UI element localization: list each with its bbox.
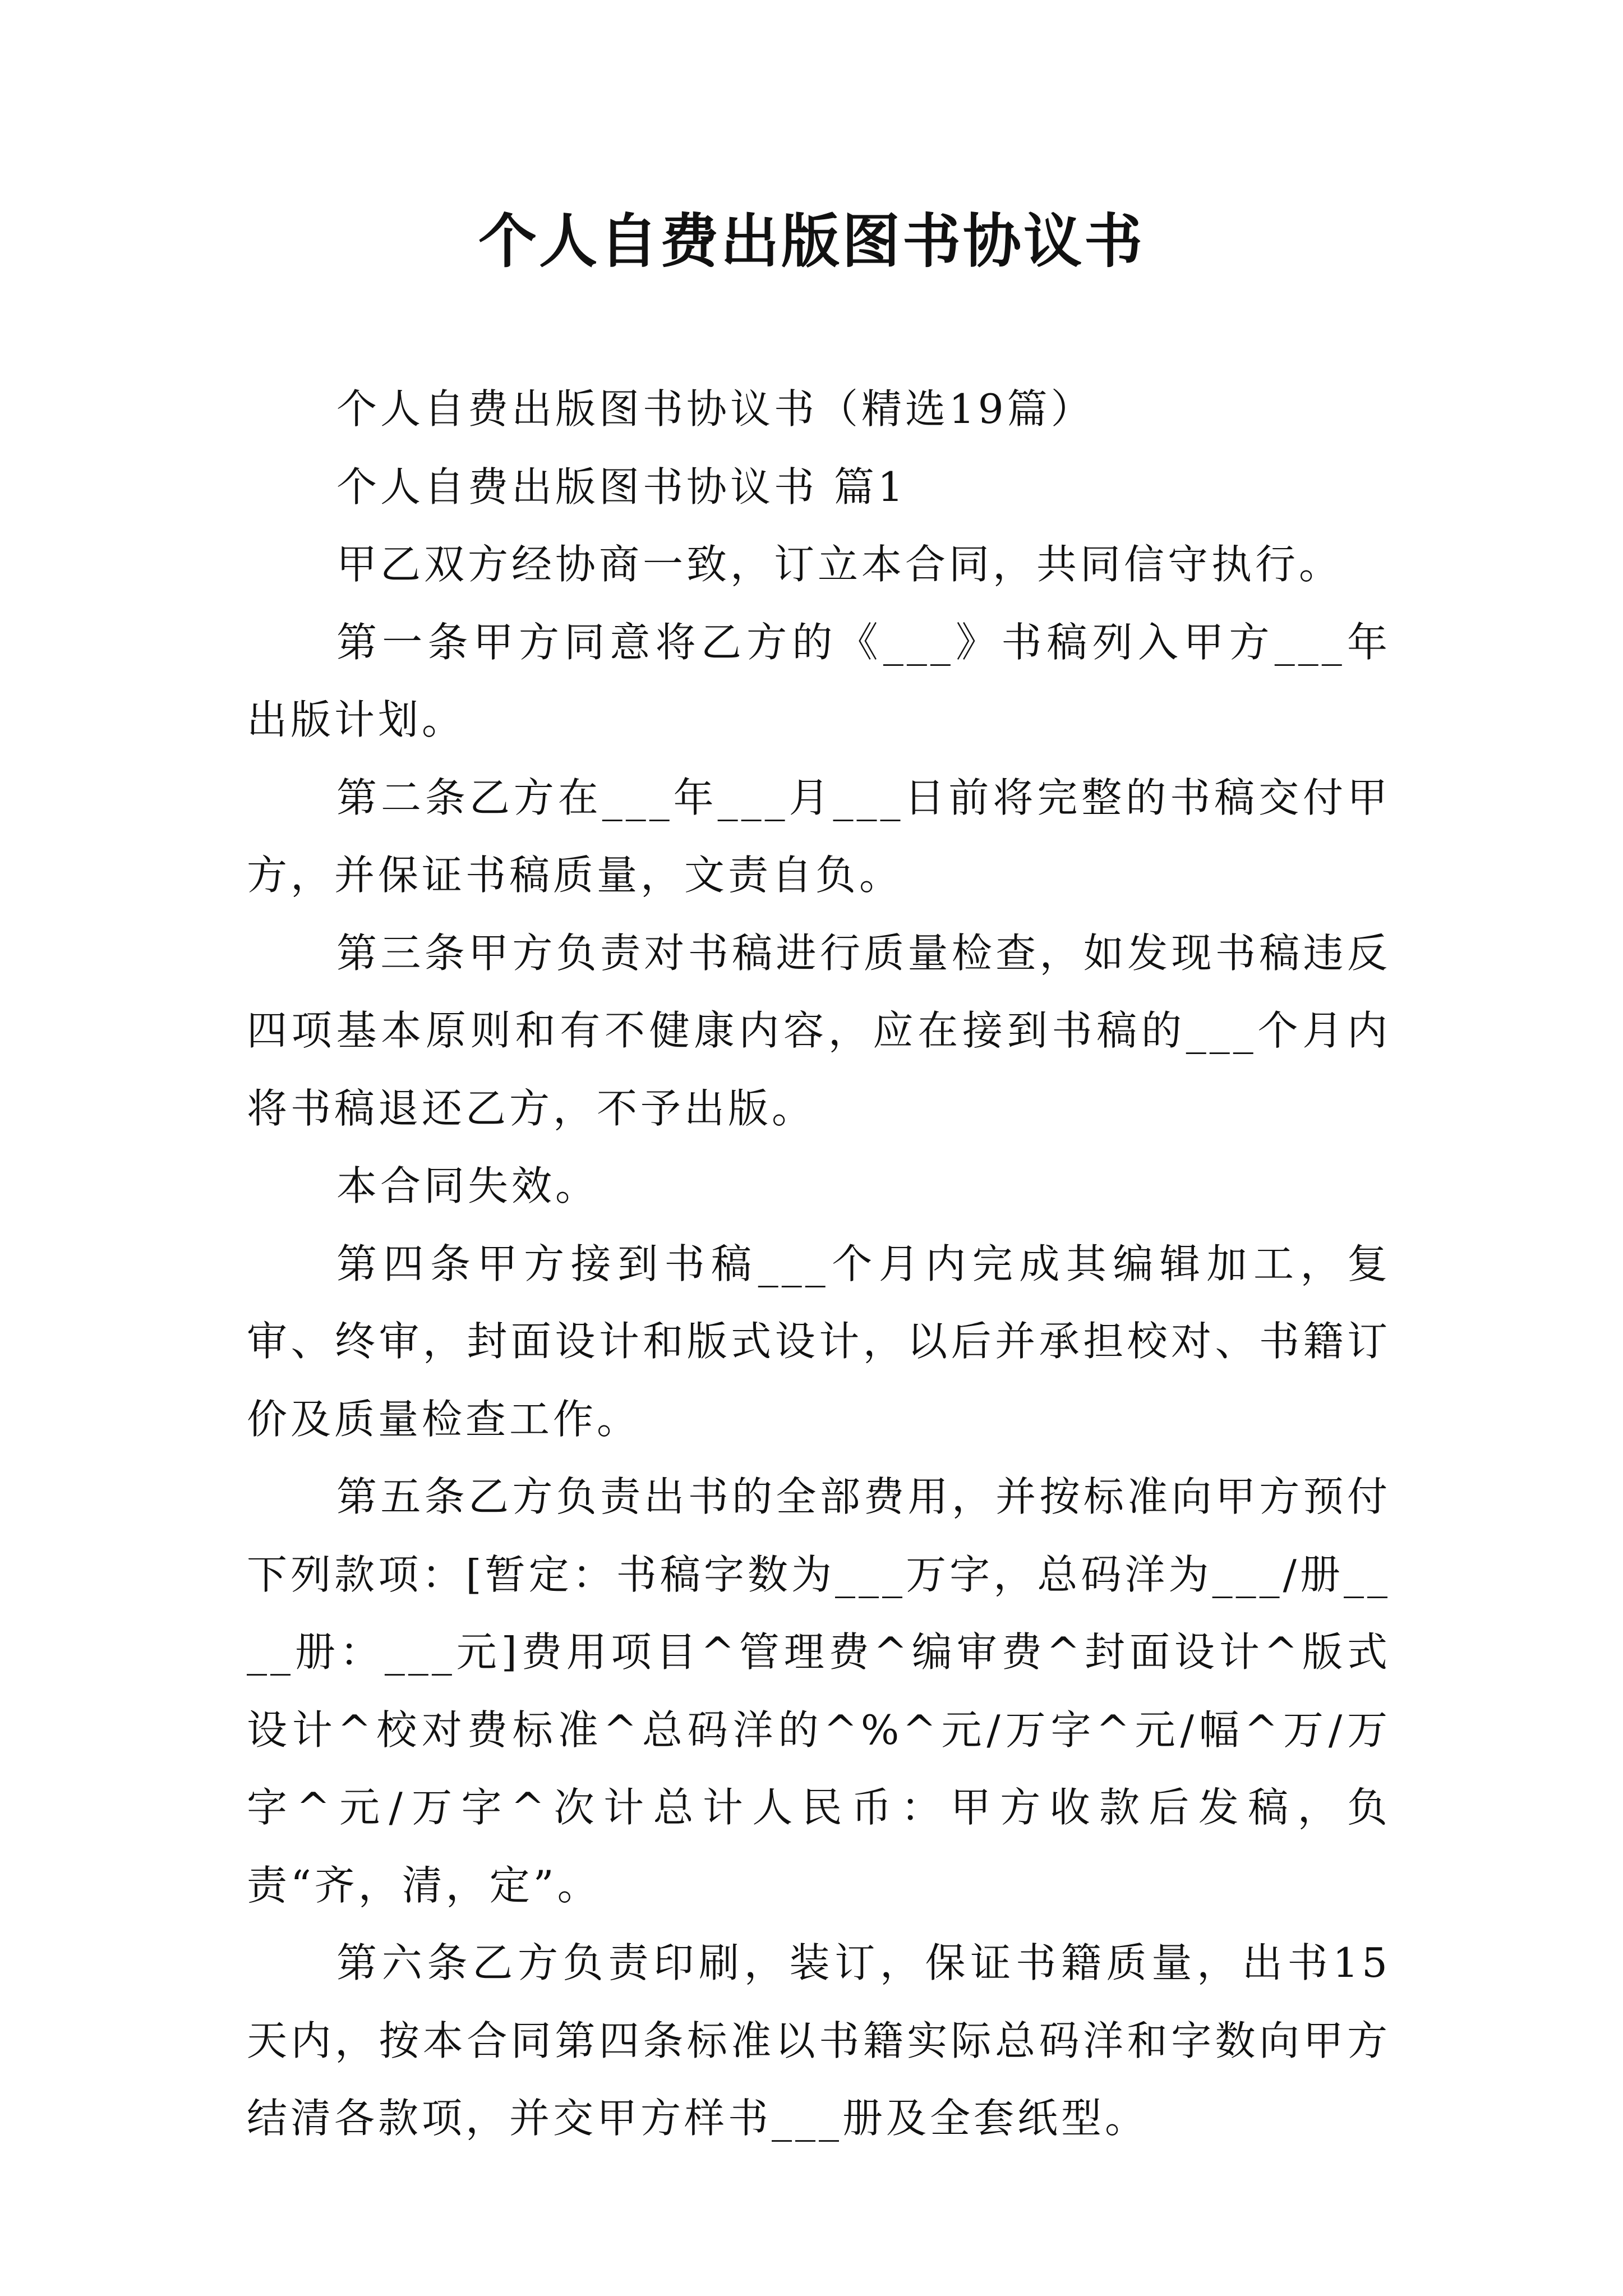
- paragraph-article-3: 第三条甲方负责对书稿进行质量检查，如发现书稿违反四项基本原则和有不健康内容，应在接到书稿的___个月内将书稿退还乙方，不予出版。: [247, 929, 1391, 1132]
- paragraph-preamble: 甲乙双方经协商一致，订立本合同，共同信守执行。: [336, 541, 1343, 588]
- paragraph-article-4: 第四条甲方接到书稿___个月内完成其编辑加工，复审、终审，封面设计和版式设计，以后并承担校对、书籍订价及质量检查工作。: [247, 1240, 1391, 1443]
- paragraph-subtitle: 个人自费出版图书协议书（精选19篇）: [336, 385, 1095, 432]
- paragraph-article-5: 第五条乙方负责出书的全部费用，并按标准向甲方预付下列款项：[暂定：书稿字数为___万字，总码洋为___/册____册：___元]费用项目^管理费^编审费^封面设计^版式设计^校对费标准^总码洋的^%^元/万字^元/幅^万/万字^元/万字^次计总计人民币：甲方收款后发稿，负责“齐，清，定”。: [247, 1473, 1391, 1909]
- document-body: [247, 370, 1391, 2157]
- paragraph-article-2: 第二条乙方在___年___月___日前将完整的书稿交付甲方，并保证书稿质量，文责自负。: [247, 774, 1391, 899]
- paragraph-article-1: 第一条甲方同意将乙方的《___》书稿列入甲方___年出版计划。: [247, 618, 1391, 743]
- paragraph-contract-void: 本合同失效。: [336, 1162, 600, 1209]
- paragraph-section-heading: 个人自费出版图书协议书 篇1: [336, 463, 907, 510]
- paragraph-article-6: 第六条乙方负责印刷，装订，保证书籍质量，出书15天内，按本合同第四条标准以书籍实际总码洋和字数向甲方结清各款项，并交甲方样书___册及全套纸型。: [247, 1939, 1391, 2142]
- document-title: 个人自费出版图书协议书: [478, 206, 1145, 275]
